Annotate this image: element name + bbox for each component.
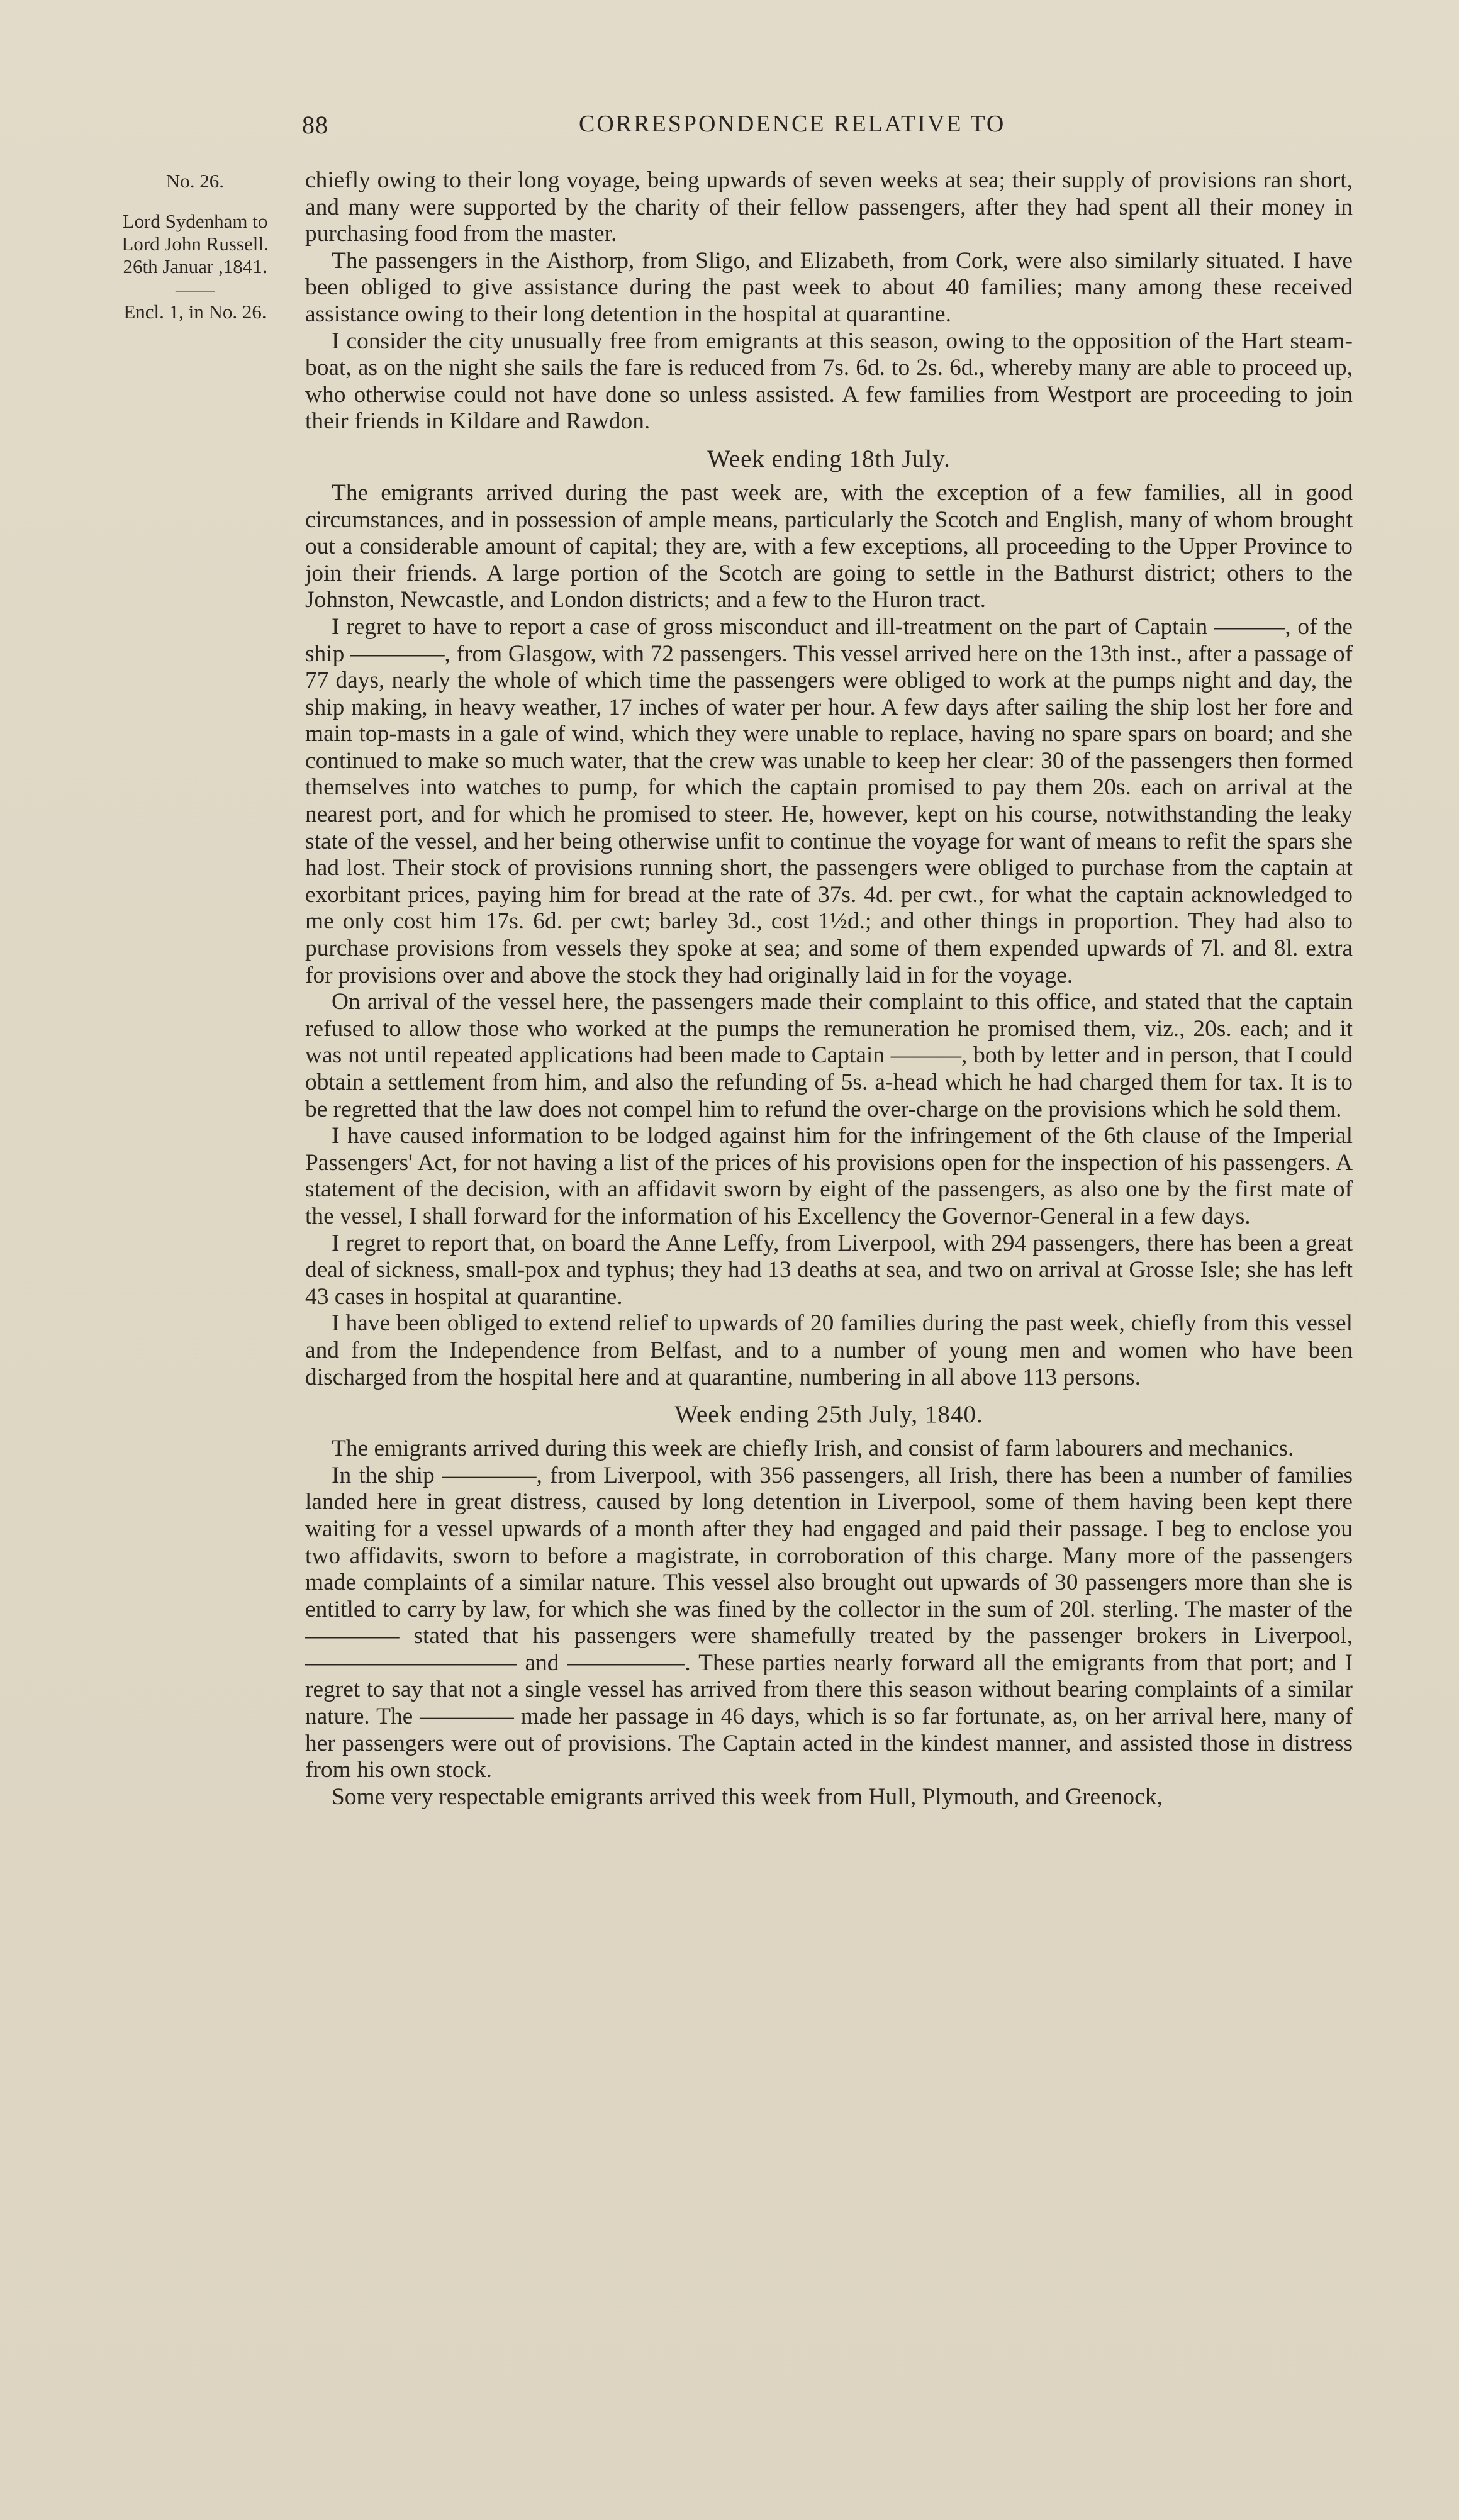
paragraph: I have caused information to be lodged against him for the infringement of the 6th clause of the Imperial Passengers' Act, for not having a list of the prices of his provisions open for the inspection of his passengers. A statement of the decision, with an affidavit sworn by eight of the passengers, as also one by the first mate of the vessel, I shall forward for the information of his Excellency the Governor-General in a few days. [305,1123,1353,1229]
page-number: 88 [302,111,328,139]
margin-doc-number: No. 26. [165,170,225,192]
paragraph: I regret to report that, on board the Anne Leffy, from Liverpool, with 294 passengers, there has been a great deal of sickness, small-pox and typhus; they had 13 deaths at sea, and two on arrival at Grosse Isle; she has left 43 cases in hospital at quarantine. [305,1230,1353,1310]
paragraph: I regret to have to report a case of gross misconduct and ill-treatment on the part of Captain ———, of the ship ————, from Glasgow, with 72 passengers. This vessel arrived here on the 13th inst., after a passage of 77 days, nearly the whole of which time the passengers were obliged to work at the pumps night and day, the ship making, in heavy weather, 17 inches of water per hour. A few days after sailing the ship lost her fore and main top-masts in a gale of wind, which they were unable to replace, having no spare spars on board; and she continued to make so much water, that the crew was unable to keep her clear: 30 of the passengers then formed themselves into watches to pump, for which the captain promised to pay them 20s. each on arrival at the nearest port, and for which he promised to steer. He, however, kept on his course, notwithstanding the leaky state of the vessel, and her being otherwise unfit to continue the voyage for want of means to refit the spars she had lost. Their stock of provisions running short, the passengers were obliged to purchase from the captain at exorbitant prices, paying him for bread at the rate of 37s. 4d. per cwt., for what the captain acknowledged to me only cost him 17s. 6d. per cwt; barley 3d., cost 1½d.; and other things in proportion. They had also to purchase provisions from vessels they spoke at sea; and some of them expended upwards of 7l. and 8l. extra for provisions over and above the stock they had originally laid in for the voyage. [305,613,1353,988]
margin-notes [94,170,296,323]
margin-separator: —— [176,278,215,300]
paragraph: In the ship ————, from Liverpool, with 356 passengers, all Irish, there has been a number of families landed here in great distress, caused by long detention in Liverpool, some of them having been kept there waiting for a vessel upwards of a month after they had engaged and paid their passage. I beg to enclose you two affidavits, sworn to before a magistrate, in corroboration of this charge. Many more of the passengers made complaints of a similar nature. This vessel also brought out upwards of 30 passengers more than she is entitled to carry by law, for which she was fined by the collector in the sum of 20l. sterling. The master of the ———— stated that his passengers were shamefully treated by the passenger brokers in Liverpool, ————————— and —————. These parties nearly forward all the emigrants from that port; and I regret to say that not a single vessel has arrived from there this season without bearing complaints of a similar nature. The ———— made her passage in 46 days, which is so far fortunate, as, on her arrival here, many of her passengers were out of provisions. The Captain acted in the kindest manner, and assisted those in distress from his own stock. [305,1462,1353,1783]
running-title: CORRESPONDENCE RELATIVE TO [579,111,1006,137]
paragraph: Some very respectable emigrants arrived this week from Hull, Plymouth, and Greenock, [332,1783,1163,1810]
body-text [305,167,1353,1810]
paragraph: The emigrants arrived during this week are chiefly Irish, and consist of farm labourers and mechanics. [332,1436,1294,1462]
paragraph: The passengers in the Aisthorp, from Sligo, and Elizabeth, from Cork, were also similarly situated. I have been obliged to give assistance during the past week to about 40 families; many among these received assistance owing to their long detention in the hospital at quarantine. [305,247,1353,327]
section-heading: Week ending 25th July, 1840. [674,1401,983,1429]
page-header [302,110,1353,148]
margin-to: Lord John Russell. [121,233,269,255]
section-heading: Week ending 18th July. [707,445,951,472]
paragraph: The emigrants arrived during the past week are, with the exception of a few families, all in good circumstances, and in possession of ample means, particularly the Scotch and English, many of whom brought out a considerable amount of capital; they are, with a few exceptions, all proceeding to the Upper Province to join their friends. A large portion of the Scotch are going to settle in the Bathurst district; others to the Johnston, Newcastle, and London districts; and a few to the Huron tract. [305,479,1353,613]
paragraph: I consider the city unusually free from emigrants at this season, owing to the opposition of the Hart steam-boat, as on the night she sails the fare is reduced from 7s. 6d. to 2s. 6d., whereby many are able to proceed up, who otherwise could not have done so unless assisted. A few families from Westport are proceeding to join their friends in Kildare and Rawdon. [305,328,1353,435]
margin-enclosure: Encl. 1, in No. 26. [123,301,267,323]
paragraph: I have been obliged to extend relief to upwards of 20 families during the past week, chiefly from this vessel and from the Independence from Belfast, and to a number of young men and women who have been discharged from the hospital here and at quarantine, numbering in all above 113 persons. [305,1310,1353,1390]
margin-from: Lord Sydenham to [122,210,268,232]
margin-date: 26th Januar ,1841. [123,255,267,277]
paragraph: On arrival of the vessel here, the passengers made their complaint to this office, and stated that the captain refused to allow those who worked at the pumps the remuneration he promised them, viz., 20s. each; and it was not until repeated applications had been made to Captain ———, both by letter and in person, that I could obtain a settlement from him, and also the refunding of 5s. a-head which he had charged them for tax. It is to be regretted that the law does not compel him to refund the over-charge on the provisions which he sold them. [305,989,1353,1122]
paragraph: chiefly owing to their long voyage, being upwards of seven weeks at sea; their supply of provisions ran short, and many were supported by the charity of their fellow passengers, after they had spent all their money in purchasing food from the master. [305,167,1353,247]
